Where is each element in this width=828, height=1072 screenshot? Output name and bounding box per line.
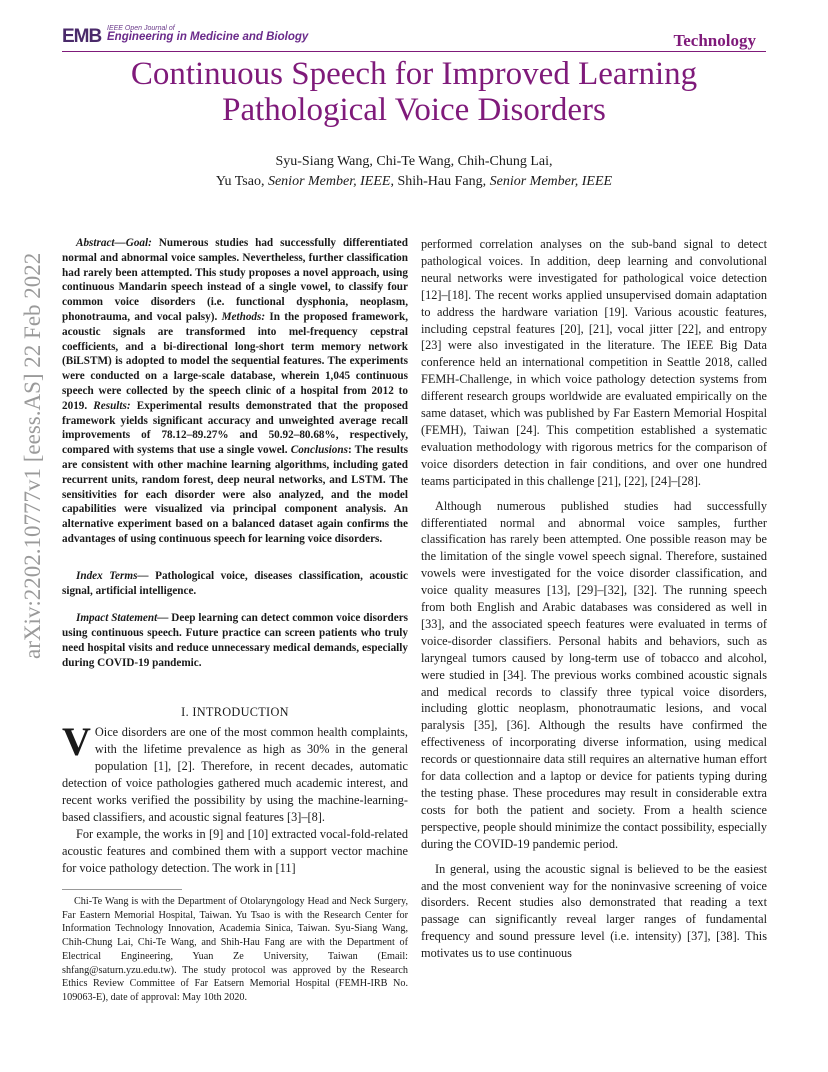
footnote-rule [62,889,182,890]
abstract-conclusions-label: Conclusions [290,444,348,457]
arxiv-id: arXiv:2202.10777v1 [eess.AS] 22 Feb 2022 [20,252,45,659]
right-paragraph-3: In general, using the acoustic signal is believed to be the easiest and the most convenient way for the noninvasive screening of voice disorders. Recent studies also demonstrated that reading a text passage can significantly reveal larger ranges of fundamental frequency and sound pressure level (i.e. intensity) [37], [38]. This motivates us to use continuous [421,861,767,961]
emb-logo-mark: EMB [62,26,102,47]
abstract-label: Abstract [76,237,115,249]
abstract-goal: Numerous studies had successfully differentiated normal and abnormal voice samples. Nevertheless, further classification had rarely been attempted. This study proposes a novel approach, using continuous Mandarin speech instead of a single vowel, to classify four common voice disorders (i.e. functional dysphonia, neoplasm, phonotrauma, and vocal palsy). [62,237,408,323]
journal-name-block [107,25,308,43]
abstract [62,236,408,547]
index-terms-text: Pathological voice, diseases classification, acoustic signal, artificial intelligence. [62,569,408,597]
drop-cap: V [62,719,91,765]
right-paragraph-2: Although numerous published studies had successfully differentiated normal and abnormal voice samples, further classification has rarely been attempted. One possible reason may be the limitation of the single vowel speech signal. Therefore, sustained vowels were investigated for the voice disorder classification, and voice quality measures [13], [29]–[32], [32]. The running speech from both English and Arabic databases was considered as well in [33], and the associated speech features were evaluated in terms of voice-disorder classifiers. Personal habits and behaviors, such as laryngeal tumors caused by long-term use of tobacco and alcohol, were studied in [34]. The previous works combined acoustic signals and medical records to classify three typical voice disorders, including glottic neoplasm, phonotraumatic lesions, and vocal paralysis [35], [36]. Although the results have confirmed the effectiveness of incorporating diverse information, using medical records or questionnaire data still requires an alternative human effort for data collection and a laptop or device for patients typing during the testing phase. These procedures may result in considerable extra costs for both the patient and society. From a health science perspective, people should minimize the contact possibility, especially during the COVID-19 pandemic period. [421,498,767,851]
paper-title: Continuous Speech for Improved Learning Pathological Voice Disorders [130,56,698,128]
section-heading: I. INTRODUCTION [181,704,289,719]
abstract-goal-label: —Goal: [114,237,152,249]
intro-text-1: Oice disorders are one of the most common health complaints, with the lifetime prevalence as high as 30% in the general population [1], [2]. Therefore, in recent decades, automatic detection of voice pathologies gathered much academic interest, and recent works verified the possibility by using the machine-learning-based classifiers, and acoustic signal features [3]–[8]. [62,725,408,824]
left-column [62,236,408,877]
right-paragraph-1: performed correlation analyses on the sub-band signal to detect pathological voices. In addition, deep learning and convolutional neural networks were investigated for pathological voice detection [12]–[18]. The recent works applied unsupervised domain adaptation to address the hardware variation [19]. Various acoustic features, including cepstral features [20], [21], vocal jitter [22], and entropy [23] were also investigated in the literature. The IEEE Big Data conference held an international competition in Seattle 2018, called FEMH-Challenge, in which voice pathology detection systems from different research groups worldwide are evaluated empirically on the same dataset, which was published by Far Eastern Memorial Hospital (FEMH), Taiwan [24]. This competition established a systematic evaluation methodology with rigorous metrics for the comparison of voice disorders detection in fair conditions, and over one hundred teams participated in this challenge [21], [22], [24]–[28]. [421,237,767,488]
index-terms-label: Index Terms— [76,569,149,582]
authors-line-1: Syu-Siang Wang, Chi-Te Wang, Chih-Chung Lai, [275,154,553,169]
arxiv-stamp [12,252,48,659]
authors-line-2 [80,172,748,192]
impact-statement [62,611,408,670]
header-rule [62,51,766,52]
abstract-results: Experimental results demonstrated that the proposed framework yields significant accuracy and unweighted average recall improvements of 78.12–89.27% and 50.92–80.68%, respectively, compared with systems that use a single vowel. [62,399,409,457]
emb-logo [62,25,101,49]
journal-top-line: IEEE Open Journal of [107,25,175,32]
journal-name: Engineering in Medicine and Biology [107,31,309,43]
footnote: Chi-Te Wang is with the Department of Otolaryngology Head and Neck Surgery, Far Eastern Memorial Hospital, Taiwan. Yu Tsao is with the Research Center for Information Technology Innovation, Academia Sinica, Taiwan. Syu-Siang Wang, Chih-Chung Lai, Chi-Te Wang, and Shih-Hau Fang are with the Department of Electrical Engineering, Yuan Ze University, Taiwan (Email: shfang@saturn.yzu.edu.tw). The study protocol was approved by the Research Ethics Review Committee of Far Eatsern Memorial Hospital (FEMH-IRB No. 109063-E), date of approval: May 10th 2020. [62,896,408,1003]
intro-paragraph-1 [62,719,408,825]
author-name: Yu Tsao, [215,174,268,189]
index-terms [62,569,408,599]
author-list [80,152,748,192]
intro-paragraph-2: For example, the works in [9] and [10] extracted vocal-fold-related acoustic features and combined them with a support vector machine for voice pathology detection. The work in [11] [62,826,408,875]
author-name: , Shih-Hau Fang, [390,174,490,189]
abstract-methods-label: Methods: [221,310,266,323]
author-membership: Senior Member, IEEE [489,174,613,189]
abstract-conclusions: : The results are consistent with other machine learning algorithms, including gated recurrent units, random forest, deep neural networks, and LSTM. The sensitivities for each disorder were also analyzed, and the model capabilities were visualized via principal component analysis. An alternative experiment based on a balanced dataset again confirms the advantages of using continuous speech for learning voice disorders. [62,444,408,545]
impact-text: Deep learning can detect common voice disorders using continuous speech. Future practice can screen patients who truly need hospital visits and reduce unnecessary medical demands, especially during COVID-19 pandemic. [62,612,409,669]
impact-label: Impact Statement— [76,612,169,625]
abstract-results-label: Results: [93,399,131,412]
right-column [421,236,767,962]
abstract-methods: In the proposed framework, acoustic signals are transformed into mel-frequency cepstral coefficients, and a bi-directional long-short term memory network (BiLSTM) is adopted to model the sequential features. The experiments were conducted on a large-scale database, wherein 1,045 continuous speech were collected by the speech clinic of a hospital from 2012 to 2019. [62,310,408,412]
section-tag: Technology [673,31,756,50]
author-membership: Senior Member, IEEE [267,174,391,189]
